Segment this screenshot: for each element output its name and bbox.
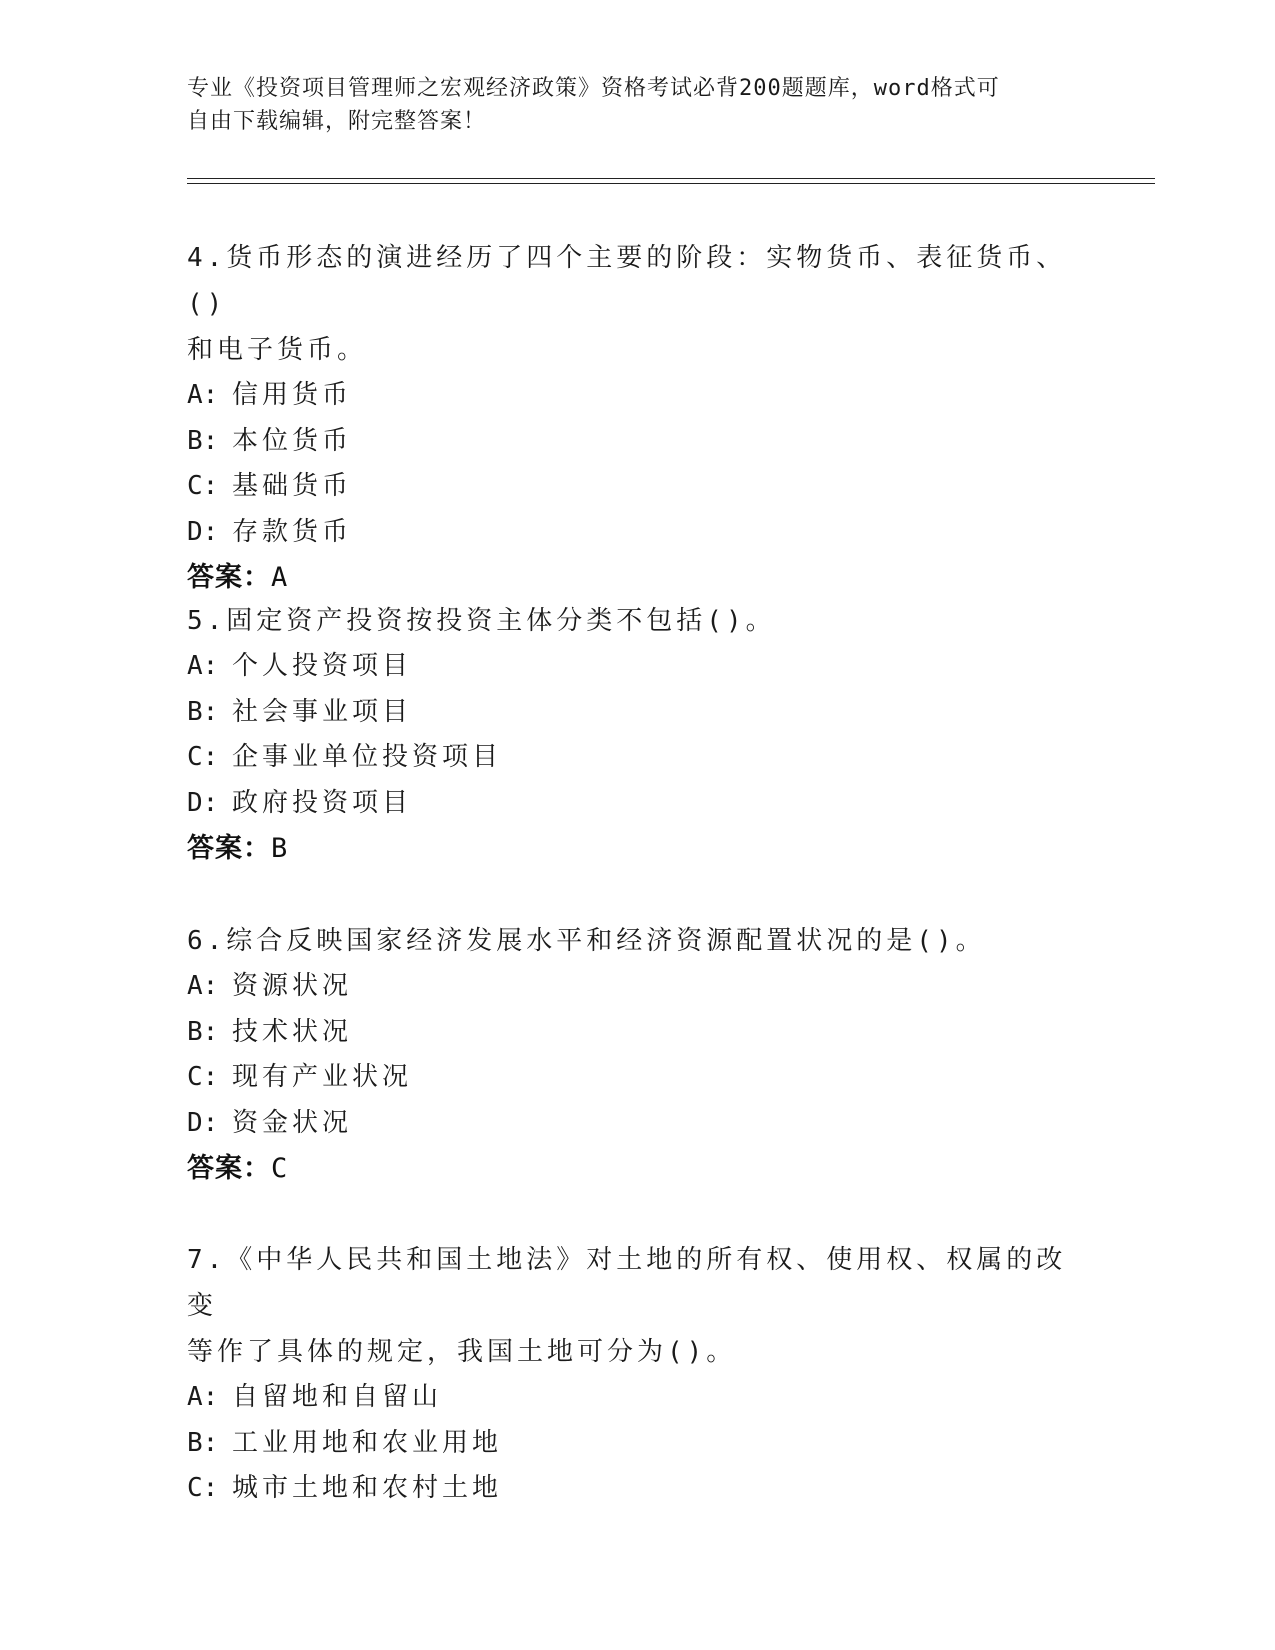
option-text: 工业用地和农业用地 — [232, 1427, 503, 1458]
answer-line — [187, 555, 1087, 601]
option-a — [187, 644, 1087, 690]
option-b — [187, 1421, 1087, 1467]
option-b — [187, 1010, 1087, 1056]
answer-label: 答案： — [187, 833, 271, 864]
option-text: 个人投资项目 — [232, 651, 413, 681]
question-stem-line-1: 5.固定资产投资按投资主体分类不包括()。 — [187, 606, 776, 636]
question-stem — [187, 918, 1087, 964]
option-letter: A: — [187, 1382, 219, 1412]
header-line-2: 自由下载编辑，附完整答案！ — [187, 109, 487, 134]
question-stem-line-1: 7.《中华人民共和国土地法》对土地的所有权、使用权、权属的改变 — [187, 1245, 1067, 1321]
question-5 — [187, 598, 1087, 872]
question-stem — [187, 235, 1087, 373]
option-letter: B: — [187, 696, 219, 727]
option-b — [187, 690, 1087, 736]
answer-line — [187, 1146, 1087, 1192]
option-text: 基础货币 — [232, 471, 353, 501]
option-text: 技术状况 — [232, 1016, 353, 1047]
answer-value: C — [271, 1153, 289, 1184]
question-stem-line-2: 等作了具体的规定，我国土地可分为()。 — [187, 1337, 737, 1367]
question-stem-line-1: 4.货币形态的演进经历了四个主要的阶段：实物货币、表征货币、() — [187, 243, 1067, 319]
answer-line — [187, 826, 1087, 872]
option-text: 企事业单位投资项目 — [232, 742, 503, 772]
option-text: 政府投资项目 — [232, 787, 413, 818]
question-4 — [187, 235, 1087, 601]
option-letter: A: — [187, 380, 219, 410]
option-text: 资源状况 — [232, 971, 353, 1001]
question-stem — [187, 598, 1087, 644]
option-letter: C: — [187, 742, 219, 772]
option-c — [187, 464, 1087, 510]
option-d — [187, 1101, 1087, 1147]
option-text: 存款货币 — [232, 516, 353, 547]
question-7 — [187, 1237, 1087, 1512]
option-a — [187, 964, 1087, 1010]
option-a — [187, 1375, 1087, 1421]
option-letter: D: — [187, 1107, 219, 1138]
option-text: 社会事业项目 — [232, 696, 413, 727]
option-letter: D: — [187, 516, 219, 547]
option-text: 本位货币 — [232, 425, 353, 456]
question-stem — [187, 1237, 1087, 1375]
answer-value: A — [271, 562, 289, 593]
option-b — [187, 419, 1087, 465]
document-header — [187, 72, 1067, 138]
option-letter: D: — [187, 787, 219, 818]
option-text: 现有产业状况 — [232, 1062, 413, 1092]
option-text: 信用货币 — [232, 380, 353, 410]
option-letter: C: — [187, 1473, 219, 1503]
option-c — [187, 1055, 1087, 1101]
option-a — [187, 373, 1087, 419]
option-text: 资金状况 — [232, 1107, 353, 1138]
option-letter: B: — [187, 1016, 219, 1047]
option-d — [187, 781, 1087, 827]
answer-label: 答案： — [187, 562, 271, 593]
option-letter: A: — [187, 971, 219, 1001]
question-6 — [187, 918, 1087, 1192]
option-letter: C: — [187, 471, 219, 501]
header-divider-top — [187, 178, 1155, 179]
option-letter: A: — [187, 651, 219, 681]
answer-value: B — [271, 833, 289, 864]
answer-label: 答案： — [187, 1153, 271, 1184]
header-line-1: 专业《投资项目管理师之宏观经济政策》资格考试必背200题题库，word格式可 — [187, 76, 1000, 101]
option-c — [187, 1466, 1087, 1512]
header-divider-bottom — [187, 183, 1155, 184]
question-stem-line-2: 和电子货币。 — [187, 335, 368, 365]
option-d — [187, 510, 1087, 556]
option-text: 自留地和自留山 — [232, 1382, 443, 1412]
option-letter: B: — [187, 1427, 219, 1458]
option-letter: B: — [187, 425, 219, 456]
option-c — [187, 735, 1087, 781]
option-text: 城市土地和农村土地 — [232, 1473, 503, 1503]
question-stem-line-1: 6.综合反映国家经济发展水平和经济资源配置状况的是()。 — [187, 926, 986, 956]
option-letter: C: — [187, 1062, 219, 1092]
